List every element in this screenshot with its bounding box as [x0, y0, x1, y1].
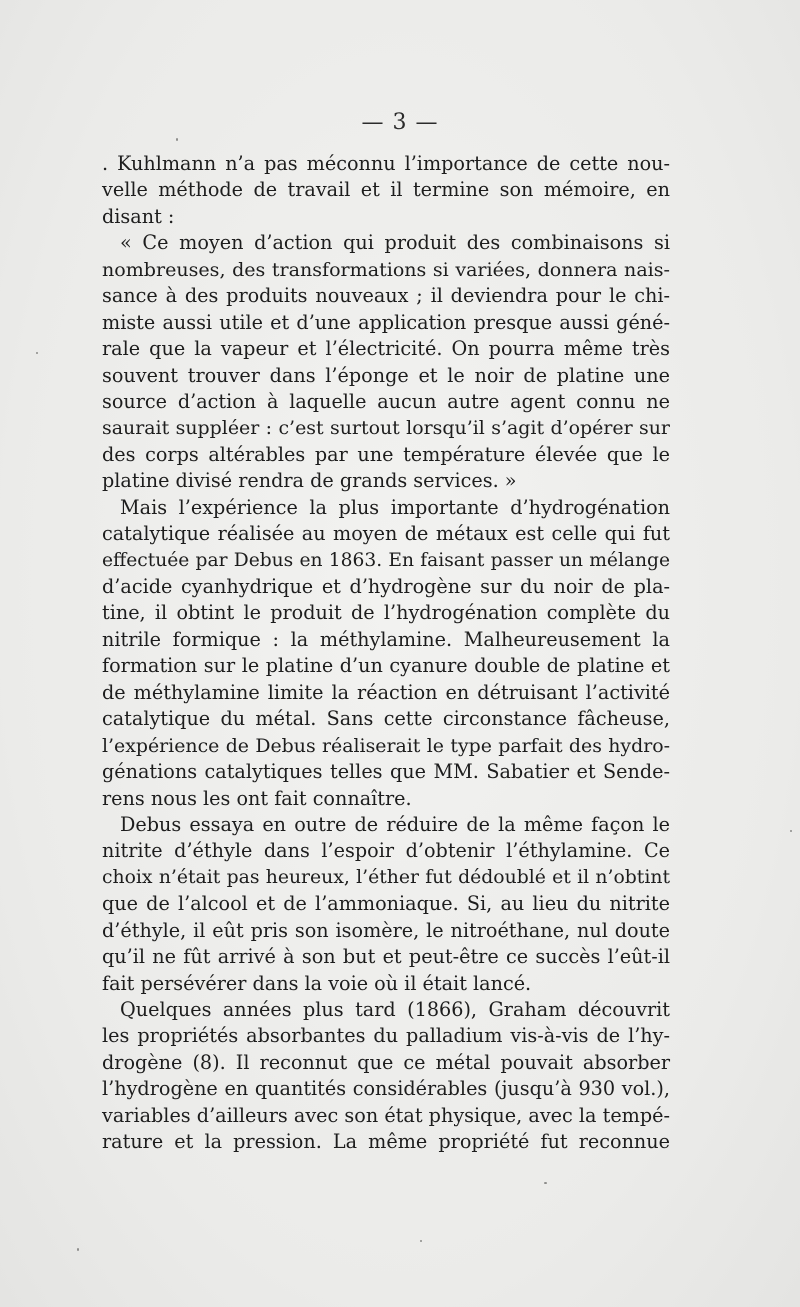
text-line: l’expérience de Debus réaliserait le type parfait des hydro-: [102, 734, 670, 757]
text-line: sance à des produits nouveaux ; il deviendra pour le chi-: [102, 284, 670, 308]
text-line: des corps altérables par une température élevée que le: [102, 442, 670, 466]
text-line: les propriétés absorbantes du palladium vis-à-vis de l’hy-: [102, 1024, 670, 1048]
text-line: variables d’ailleurs avec son état physique, avec la tempé-: [102, 1103, 670, 1127]
text-line: nitrite d’éthyle dans l’espoir d’obtenir l’éthylamine. Ce: [102, 839, 670, 863]
text-line: miste aussi utile et d’une application presque aussi géné-: [102, 310, 670, 334]
text-line: fait persévérer dans la voie où il était lancé.: [102, 971, 532, 995]
text-line: de méthylamine limite la réaction en détruisant l’activité: [102, 680, 670, 704]
text-line: d’éthyle, il eût pris son isomère, le nitroéthane, nul doute: [102, 918, 670, 942]
text-line: rens nous les ont fait connaître.: [102, 786, 412, 810]
text-line: saurait suppléer : c’est surtout lorsqu’il s’agit d’opérer sur: [102, 417, 670, 440]
text-line: qu’il ne fût arrivé à son but et peut-être ce succès l’eût-il: [102, 945, 670, 969]
text-line: souvent trouver dans l’éponge et le noir de platine une: [102, 363, 670, 387]
text-line: platine divisé rendra de grands services. »: [102, 469, 517, 493]
text-line: source d’action à laquelle aucun autre agent connu ne: [102, 389, 670, 413]
text-line: choix n’était pas heureux, l’éther fut dédoublé et il n’obtint: [102, 866, 670, 888]
text-line: drogène (8). Il reconnut que ce métal pouvait absorber: [102, 1050, 670, 1074]
text-line: génations catalytiques telles que MM. Sabatier et Sende-: [102, 760, 670, 784]
text-line: que de l’alcool et de l’ammoniaque. Si, au lieu du nitrite: [102, 892, 670, 916]
text-line: d’acide cyanhydrique et d’hydrogène sur du noir de pla-: [102, 575, 670, 598]
text-line: effectuée par Debus en 1863. En faisant passer un mélange: [102, 549, 670, 571]
text-line: tine, il obtint le produit de l’hydrogénation complète du: [102, 601, 670, 625]
text-line: nombreuses, des transformations si variées, donnera nais-: [102, 258, 670, 281]
text-line: . Kuhlmann n’a pas méconnu l’importance de cette nou-: [102, 152, 670, 175]
page-number: — 3 —: [361, 110, 439, 135]
body-text: [102, 151, 670, 1156]
text-line: Debus essaya en outre de réduire de la même façon le: [120, 812, 670, 836]
text-line: « Ce moyen d’action qui produit des combinaisons si: [120, 231, 670, 255]
text-line: l’hydrogène en quantités considérables (jusqu’à 930 vol.),: [102, 1077, 670, 1101]
text-line: disant :: [102, 204, 175, 228]
text-line: rale que la vapeur et l’électricité. On pourra même très: [102, 337, 670, 361]
text-line: Quelques années plus tard (1866), Graham découvrit: [120, 998, 670, 1021]
text-line: nitrile formique : la méthylamine. Malheureusement la: [102, 627, 670, 651]
text-line: rature et la pression. La même propriété fut reconnue: [102, 1130, 670, 1154]
text-line: velle méthode de travail et il termine son mémoire, en: [102, 178, 670, 202]
text-line: Mais l’expérience la plus importante d’hydrogénation: [120, 495, 670, 519]
text-line: catalytique du métal. Sans cette circonstance fâcheuse,: [102, 707, 670, 731]
text-line: catalytique réalisée au moyen de métaux est celle qui fut: [102, 522, 670, 546]
text-line: formation sur le platine d’un cyanure double de platine et: [102, 654, 670, 678]
